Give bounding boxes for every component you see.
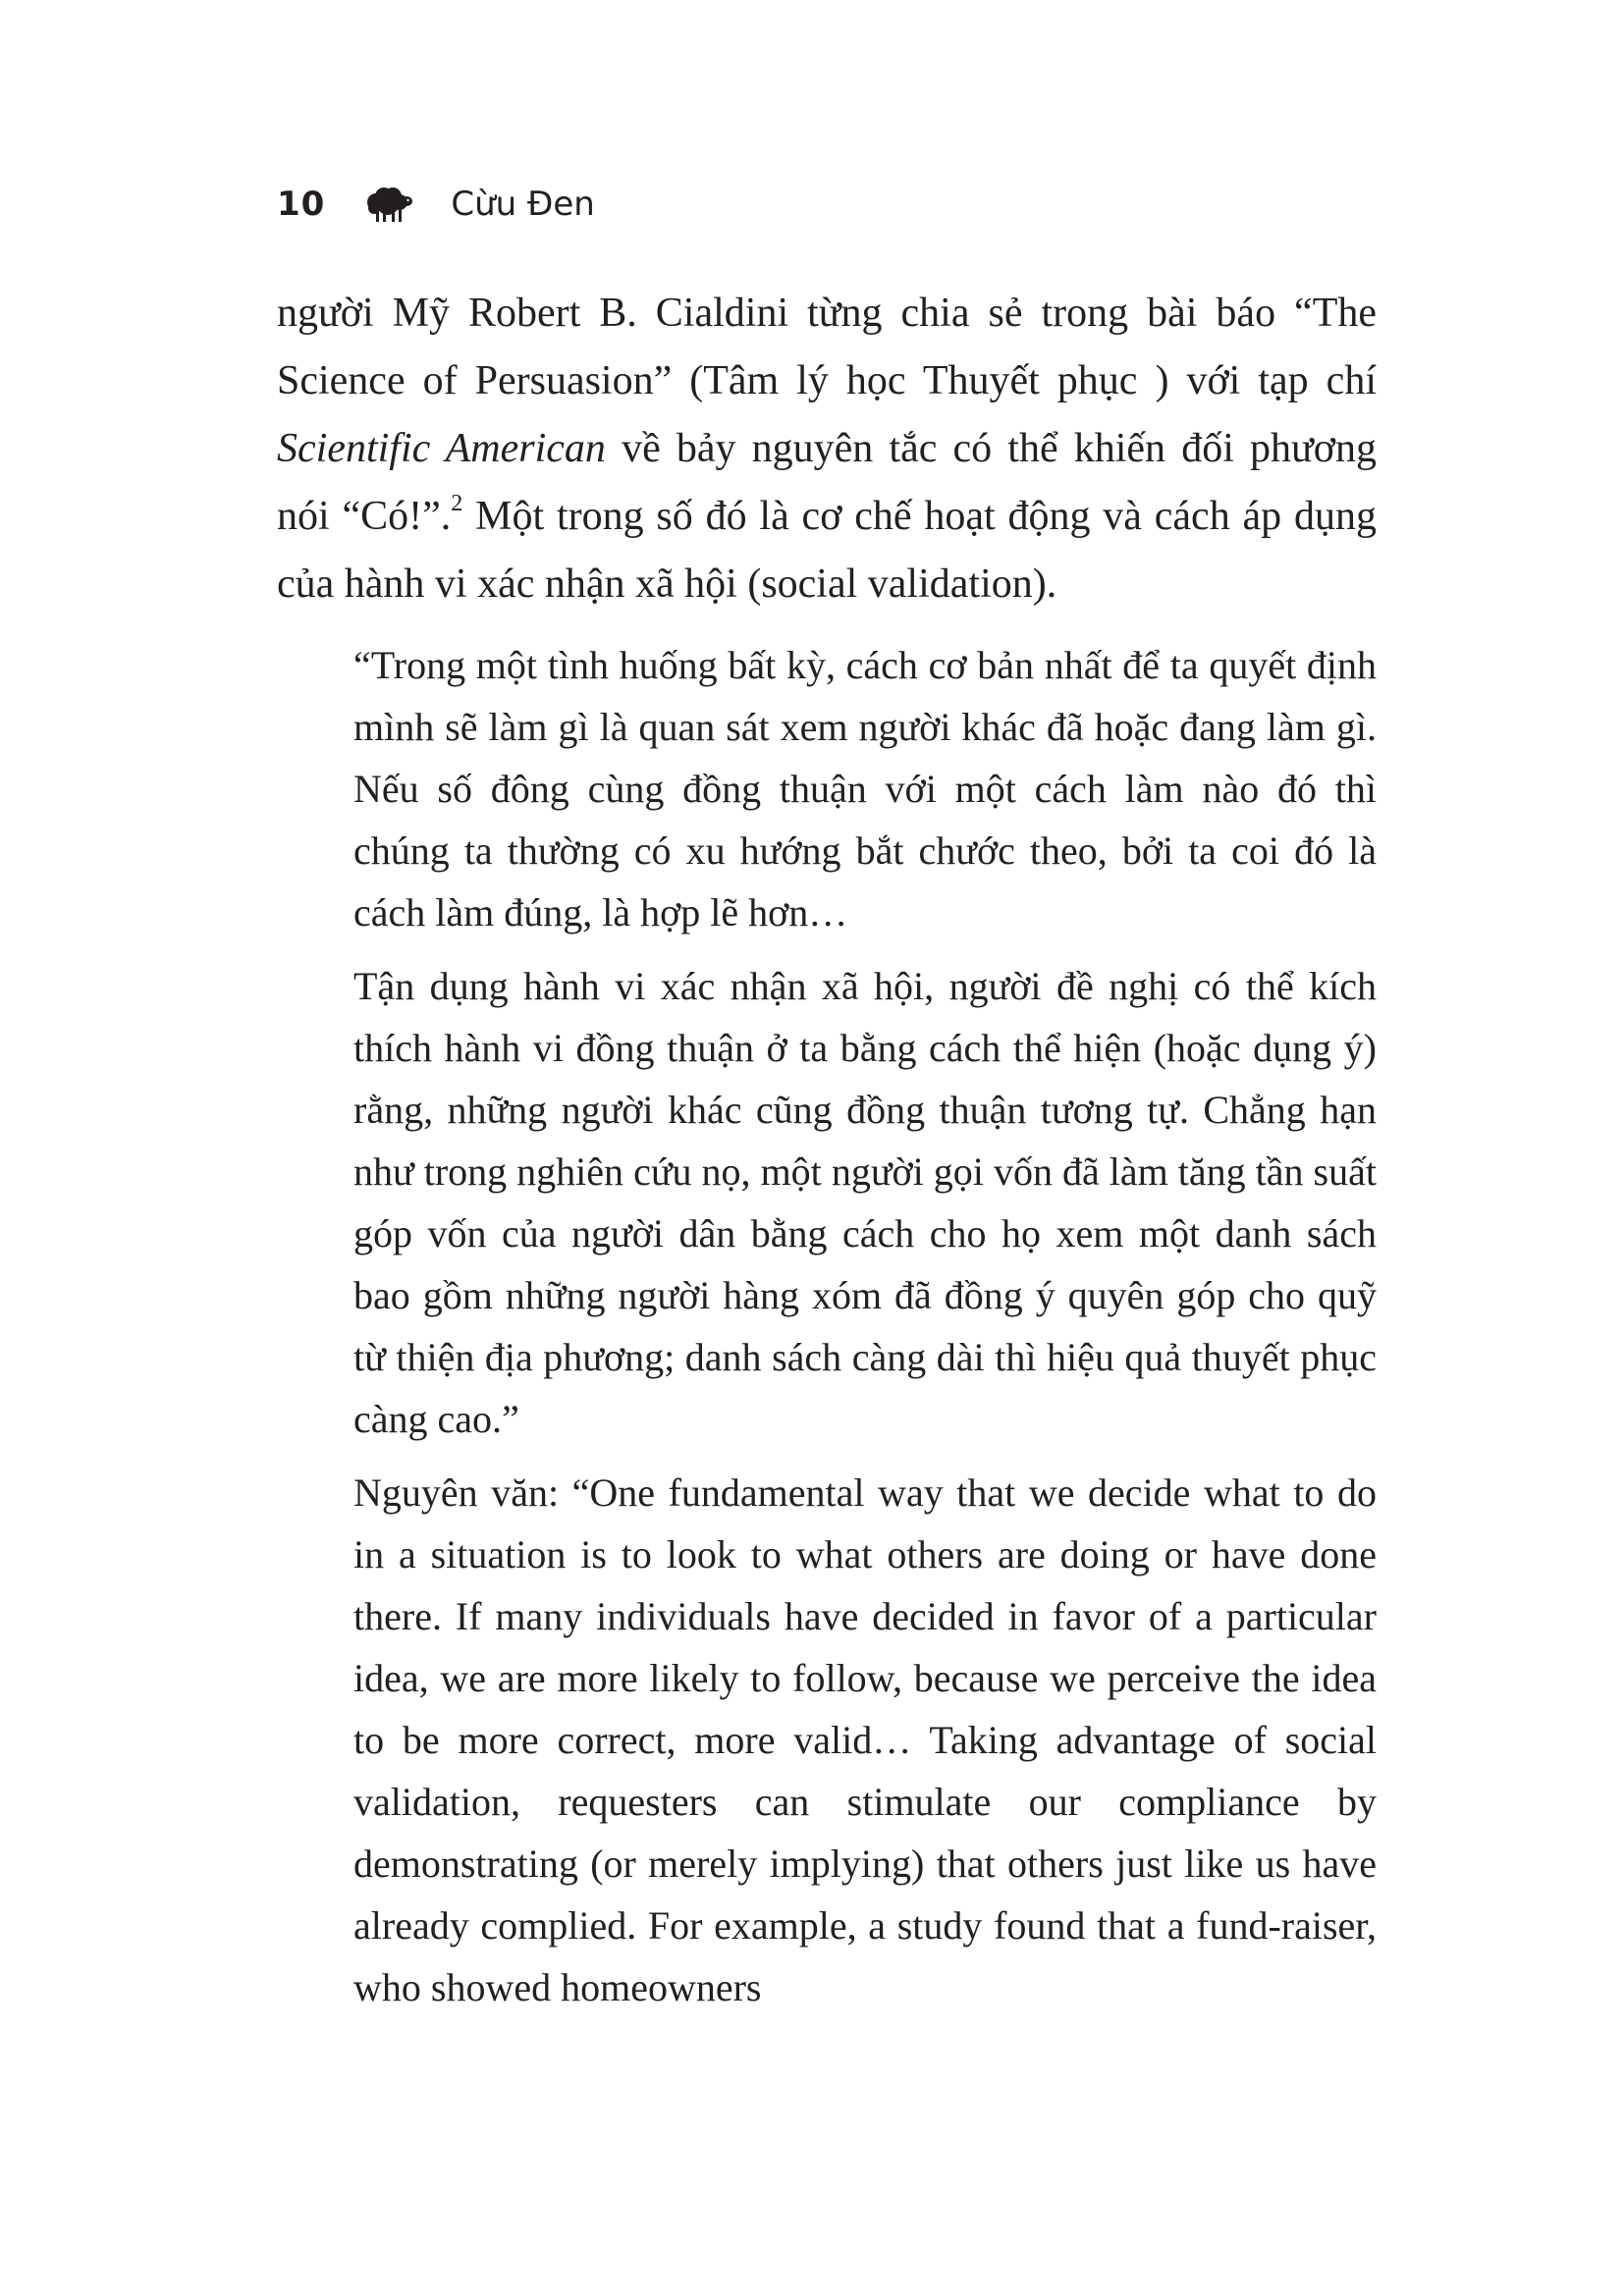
running-title: Cừu Đen — [451, 185, 595, 224]
page-body — [277, 280, 1377, 2018]
page-header — [277, 175, 595, 234]
intro-text-middle: về bảy nguyên tắc có thể khiến đối phương nói “Có!”. — [277, 426, 1377, 539]
quote-vietnamese-2: Tận dụng hành vi xác nhận xã hội, người đề nghị có thể kích thích hành vi đồng thuận ở ta bằng cách thể hiện (hoặc dụng ý) rằng, những người khác cũng đồng thuận tương tự. Chẳng hạn như trong nghiên cứu nọ, một người gọi vốn đã làm tăng tần suất góp vốn của người dân bằng cách cho họ xem một danh sách bao gồm những người hàng xóm đã đồng ý quyên góp cho quỹ từ thiện địa phương; danh sách càng dài thì hiệu quả thuyết phục càng cao.” — [353, 964, 1377, 1441]
page-number: 10 — [277, 185, 326, 224]
intro-text-end: Một trong số đó là cơ chế hoạt động và cách áp dụng của hành vi xác nhận xã hội (social validation). — [277, 494, 1377, 607]
intro-text-start: người Mỹ Robert B. Cialdini từng chia sẻ trong bài báo “The Science of Persuasion” (Tâm lý học Thuyết phục ) với tạp chí — [277, 291, 1377, 403]
quote-vietnamese-1: “Trong một tình huống bất kỳ, cách cơ bản nhất để ta quyết định mình sẽ làm gì là quan sát xem người khác đã hoặc đang làm gì. Nếu số đông cùng đồng thuận với một cách làm nào đó thì chúng ta thường có xu hướng bắt chước theo, bởi ta coi đó là cách làm đúng, là hợp lẽ hơn… — [353, 643, 1377, 934]
quote-original-english: Nguyên văn: “One fundamental way that we decide what to do in a situation is to look to what others are doing or have done there. If many individuals have decided in favor of a particular idea, we are more likely to follow, because we perceive the idea to be more correct, more valid… Taking advantage of social validation, requesters can stimulate our compliance by demonstrating (or merely implying) that others just like us have already complied. For example, a study found that a fund-raiser, who showed homeowners — [353, 1470, 1377, 2009]
magazine-title: Scientific American — [277, 426, 606, 471]
sheep-icon — [362, 185, 413, 224]
footnote-marker: 2 — [451, 491, 463, 516]
intro-paragraph — [277, 280, 1377, 618]
